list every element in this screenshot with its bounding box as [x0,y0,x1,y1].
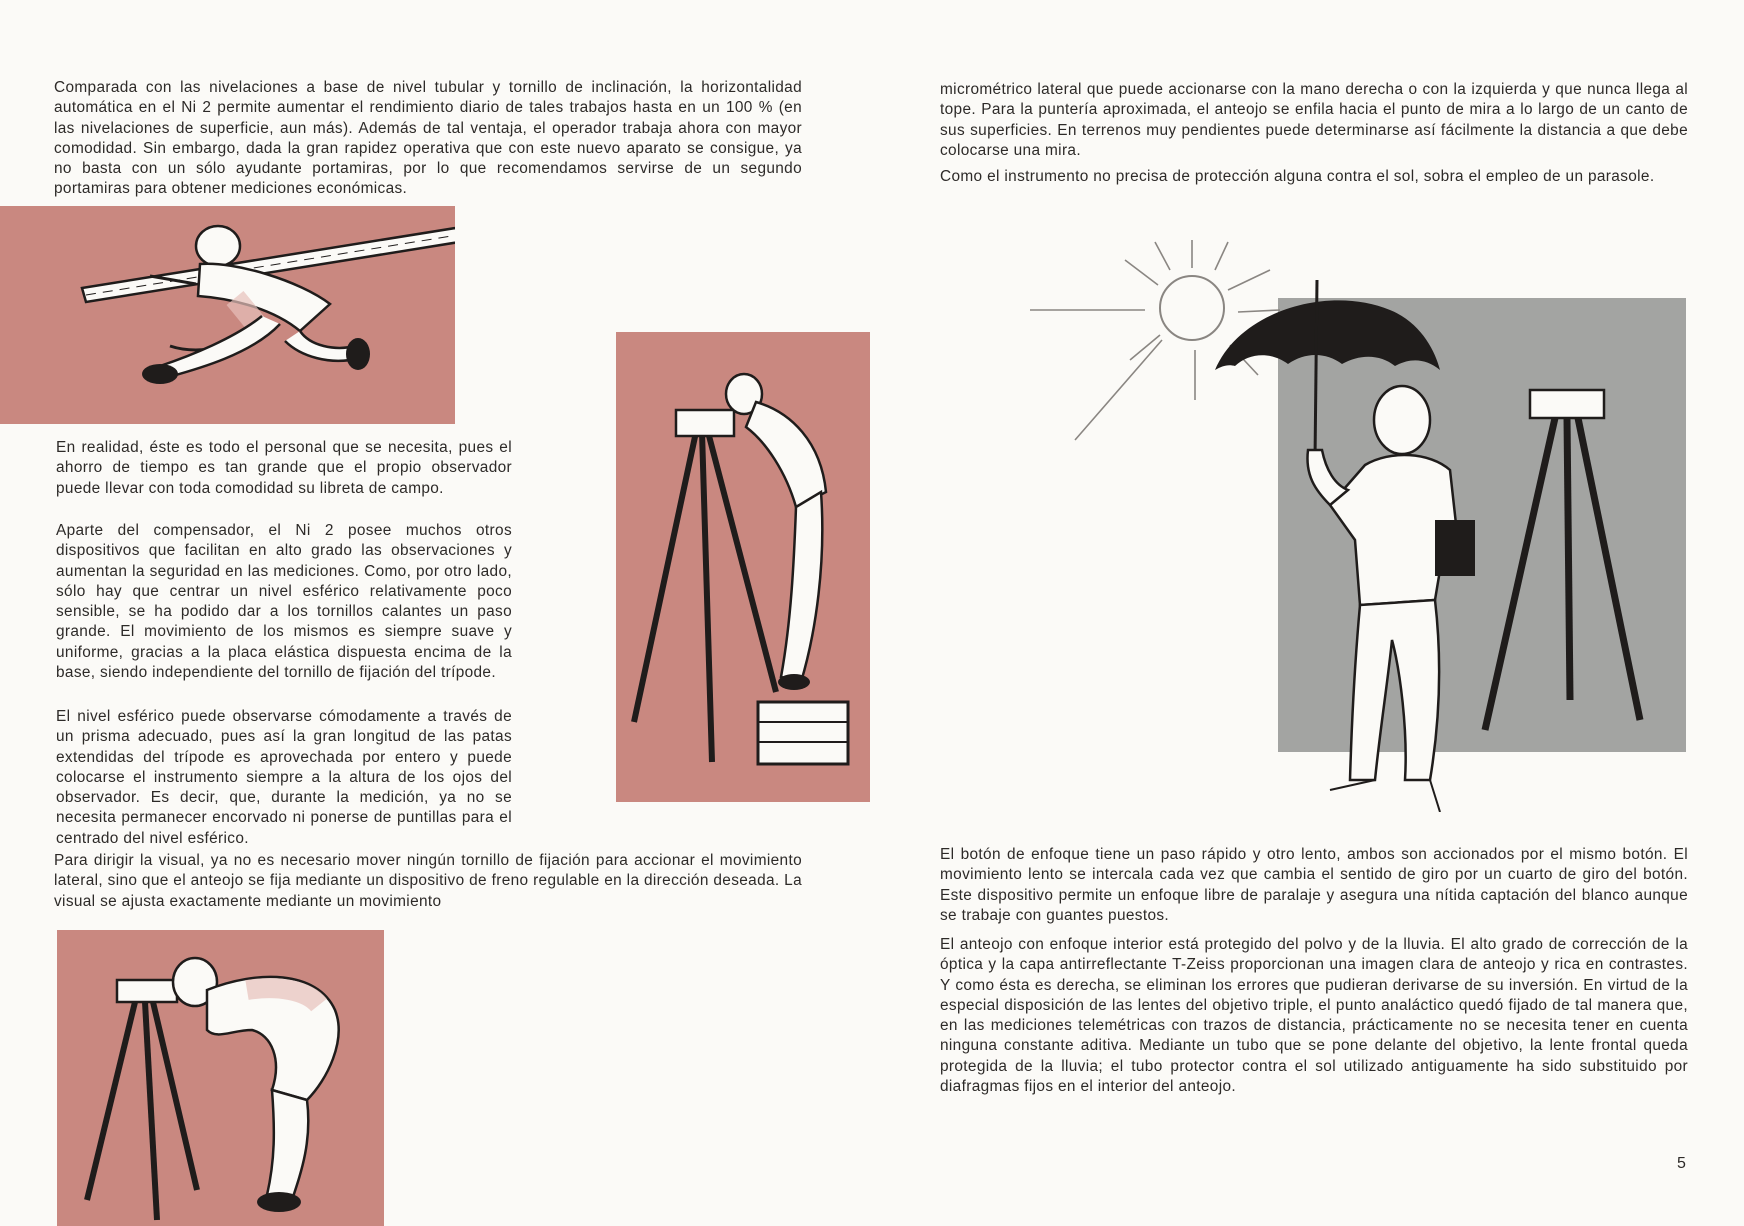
bent-observer-illustration [57,930,384,1226]
parasol-paragraph: Como el instrumento no precisa de protección alguna contra el sol, sobra el empleo de un parasole. [940,168,1655,185]
observer-on-crate-illustration [616,332,870,802]
running-staffman-illustration [0,206,455,424]
compensator-paragraph: Aparte del compensador, el Ni 2 posee muchos otros dispositivos que facilitan en alto grado las observaciones y aumentan la seguridad en las mediciones. Como, por otro lado, sólo hay que centrar un nivel esférico relativamente poco sensible, se ha podido dar a los tornillos calantes un paso grande. El movimiento de los mismos es siempre suave y uniforme, gracias a la placa elástica dispuesta encima de la base, siendo independiente del tornillo de fijación del trípode. [56,522,512,682]
intro-paragraph: Comparada con las nivelaciones a base de nivel tubular y tornillo de inclinación, la horizontalidad automática en el Ni 2 permite aumentar el rendimiento diario de tales trabajos hasta en un 100 % (en las nivelaciones de superficie, aun más). Además de tal ventaja, el operador trabaja ahora con mayor comodidad. Sin embargo, dada la gran rapidez operativa que con este nuevo aparato se consigue, ya no basta con un sólo ayudante portamiras, por lo que recomendamos servirse de un segundo portamiras para obtener mediciones económicas. [54,79,802,198]
telescope-paragraph: El anteojo con enfoque interior está protegido del polvo y de la lluvia. El alto grado de corrección de la óptica y la capa antirreflectante T-Zeiss proporcionan una imagen clara de anteojo y rica en contrastes. Y como ésta es derecha, se eliminan los errores que pudieran derivarse de su inversión. En virtud de la especial disposición de las lentes del objetivo triple, el punto analáctico quedó fijado de tal manera que, en las mediciones telemétricas con trazos de distancia, prácticamente no se necesita tener en cuenta ninguna constante aditiva. Mediante un tubo que se pone delante del objetivo, la lente frontal queda protegida de la lluvia; el tubo protector contra el sol utilizado antiguamente ha sido substituido por diafragmas fijos en el interior del anteojo. [940,936,1688,1096]
spherical-level-paragraph: El nivel esférico puede observarse cómodamente a través de un prisma adecuado, pues así la gran longitud de las patas extendidas del trípode es aprovechada por entero y puede colocarse el instrumento siempre a la altura de los ojos del observador. Es decir, que, durante la medición, ya no se necesita permanecer encorvado ni ponerse de puntillas para el centrado del nivel esférico. [56,708,512,847]
micrometric-paragraph: micrométrico lateral que puede accionarse con la mano derecha o con la izquierda y que nunca llega al tope. Para la puntería aproximada, el anteojo se enfila hacia el punto de mira a lo largo de un canto de sus superficies. En terrenos muy pendientes puede determinarse así fácilmente la distancia a que debe colocarse una mira. [940,81,1688,159]
umbrella-man-illustration [1030,240,1688,812]
sighting-paragraph: Para dirigir la visual, ya no es necesario mover ningún tornillo de fijación para accionar el movimiento lateral, sino que el anteojo se fija mediante un dispositivo de freno regulable en la dirección deseada. La visual se ajusta exactamente mediante un movimiento [54,852,802,910]
page-number: 5 [1677,1155,1686,1172]
personnel-paragraph: En realidad, éste es todo el personal que se necesita, pues el ahorro de tiempo es tan grande que el propio observador puede llevar con toda comodidad su libreta de campo. [56,439,512,497]
focus-knob-paragraph: El botón de enfoque tiene un paso rápido y otro lento, ambos son accionados por el mismo botón. El movimiento lento se intercala cada vez que cambia el sentido de giro por un cuarto de giro del botón. Este dispositivo permite un enfoque libre de paralaje y asegura una nítida captación del blanco aunque se trabaje con guantes puestos. [940,846,1688,924]
